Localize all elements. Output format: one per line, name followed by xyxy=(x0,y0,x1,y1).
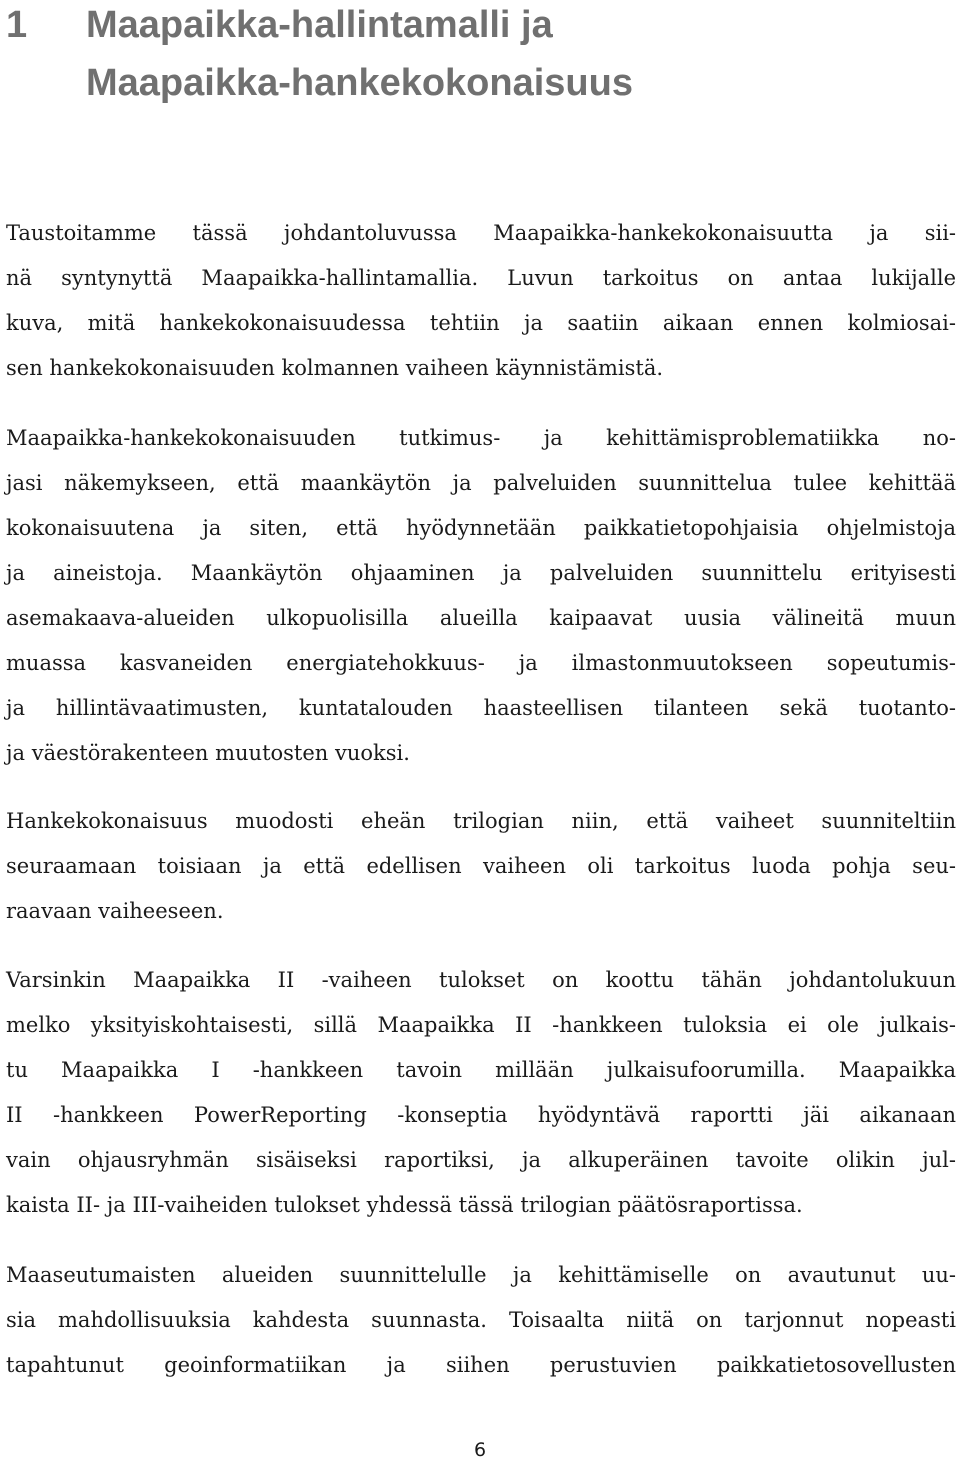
text-line: ja aineistoja. Maankäytön ohjaaminen ja palveluiden suunnittelu erityisesti xyxy=(6,561,956,585)
text-line: tapahtunut geoinformatiikan ja siihen perustuvien paikkatietosovellusten xyxy=(6,1353,956,1377)
page-number: 6 xyxy=(473,1439,487,1461)
text-line: raavaan vaiheeseen. xyxy=(6,899,224,923)
paragraph-problematics xyxy=(6,416,956,776)
text-line: II -hankkeen PowerReporting -konseptia hyödyntävä raportti jäi aikanaan xyxy=(6,1103,956,1127)
paragraph-maapaikka-ii xyxy=(6,958,956,1228)
text-line: nä syntynyttä Maapaikka-hallintamallia. Luvun tarkoitus on antaa lukijalle xyxy=(6,266,956,290)
text-line: sen hankekokonaisuuden kolmannen vaiheen käynnistämistä. xyxy=(6,356,664,380)
text-line: ja hillintävaatimusten, kuntatalouden haasteellisen tilanteen sekä tuotanto- xyxy=(6,696,956,720)
chapter-title xyxy=(86,0,946,112)
text-line: vain ohjausryhmän sisäiseksi raportiksi, ja alkuperäinen tavoite olikin jul- xyxy=(6,1148,956,1172)
text-line: jasi näkemykseen, että maankäytön ja palveluiden suunnittelua tulee kehittää xyxy=(6,471,956,495)
text-line: ja väestörakenteen muutosten vuoksi. xyxy=(6,741,410,765)
text-line: Hankekokonaisuus muodosti eheän trilogian niin, että vaiheet suunniteltiin xyxy=(6,809,956,833)
paragraph-intro xyxy=(6,211,956,391)
text-line: kaista II- ja III-vaiheiden tulokset yhdessä tässä trilogian päätösraportissa. xyxy=(6,1193,803,1217)
text-line: melko yksityiskohtaisesti, sillä Maapaikka II -hankkeen tuloksia ei ole julkais- xyxy=(6,1013,956,1037)
text-line: kuva, mitä hankekokonaisuudessa tehtiin ja saatiin aikaan ennen kolmiosai- xyxy=(6,311,956,335)
text-line: asemakaava-alueiden ulkopuolisilla alueilla kaipaavat uusia välineitä muun xyxy=(6,606,956,630)
text-line: sia mahdollisuuksia kahdesta suunnasta. Toisaalta niitä on tarjonnut nopeasti xyxy=(6,1308,956,1332)
text-line: tu Maapaikka I -hankkeen tavoin millään julkaisufoorumilla. Maapaikka xyxy=(6,1058,956,1082)
paragraph-rural-areas xyxy=(6,1253,956,1388)
text-line: Maapaikka-hankekokonaisuuden tutkimus- ja kehittämisproblematiikka no- xyxy=(6,426,956,450)
chapter-title-line: Maapaikka-hankekokonaisuus xyxy=(86,62,633,104)
paragraph-trilogy xyxy=(6,799,956,934)
text-line: seuraamaan toisiaan ja että edellisen vaiheen oli tarkoitus luoda pohja seu- xyxy=(6,854,956,878)
text-line: Maaseutumaisten alueiden suunnittelulle ja kehittämiselle on avautunut uu- xyxy=(6,1263,956,1287)
text-line: Varsinkin Maapaikka II -vaiheen tulokset on koottu tähän johdantolukuun xyxy=(6,968,956,992)
text-line: kokonaisuutena ja siten, että hyödynnetään paikkatietopohjaisia ohjelmistoja xyxy=(6,516,956,540)
chapter-number: 1 xyxy=(6,4,28,46)
text-line: Taustoitamme tässä johdantoluvussa Maapaikka-hankekokonaisuutta ja sii- xyxy=(6,221,956,245)
chapter-title-line: Maapaikka-hallintamalli ja xyxy=(86,4,553,46)
text-line: muassa kasvaneiden energiatehokkuus- ja ilmastonmuutokseen sopeutumis- xyxy=(6,651,956,675)
